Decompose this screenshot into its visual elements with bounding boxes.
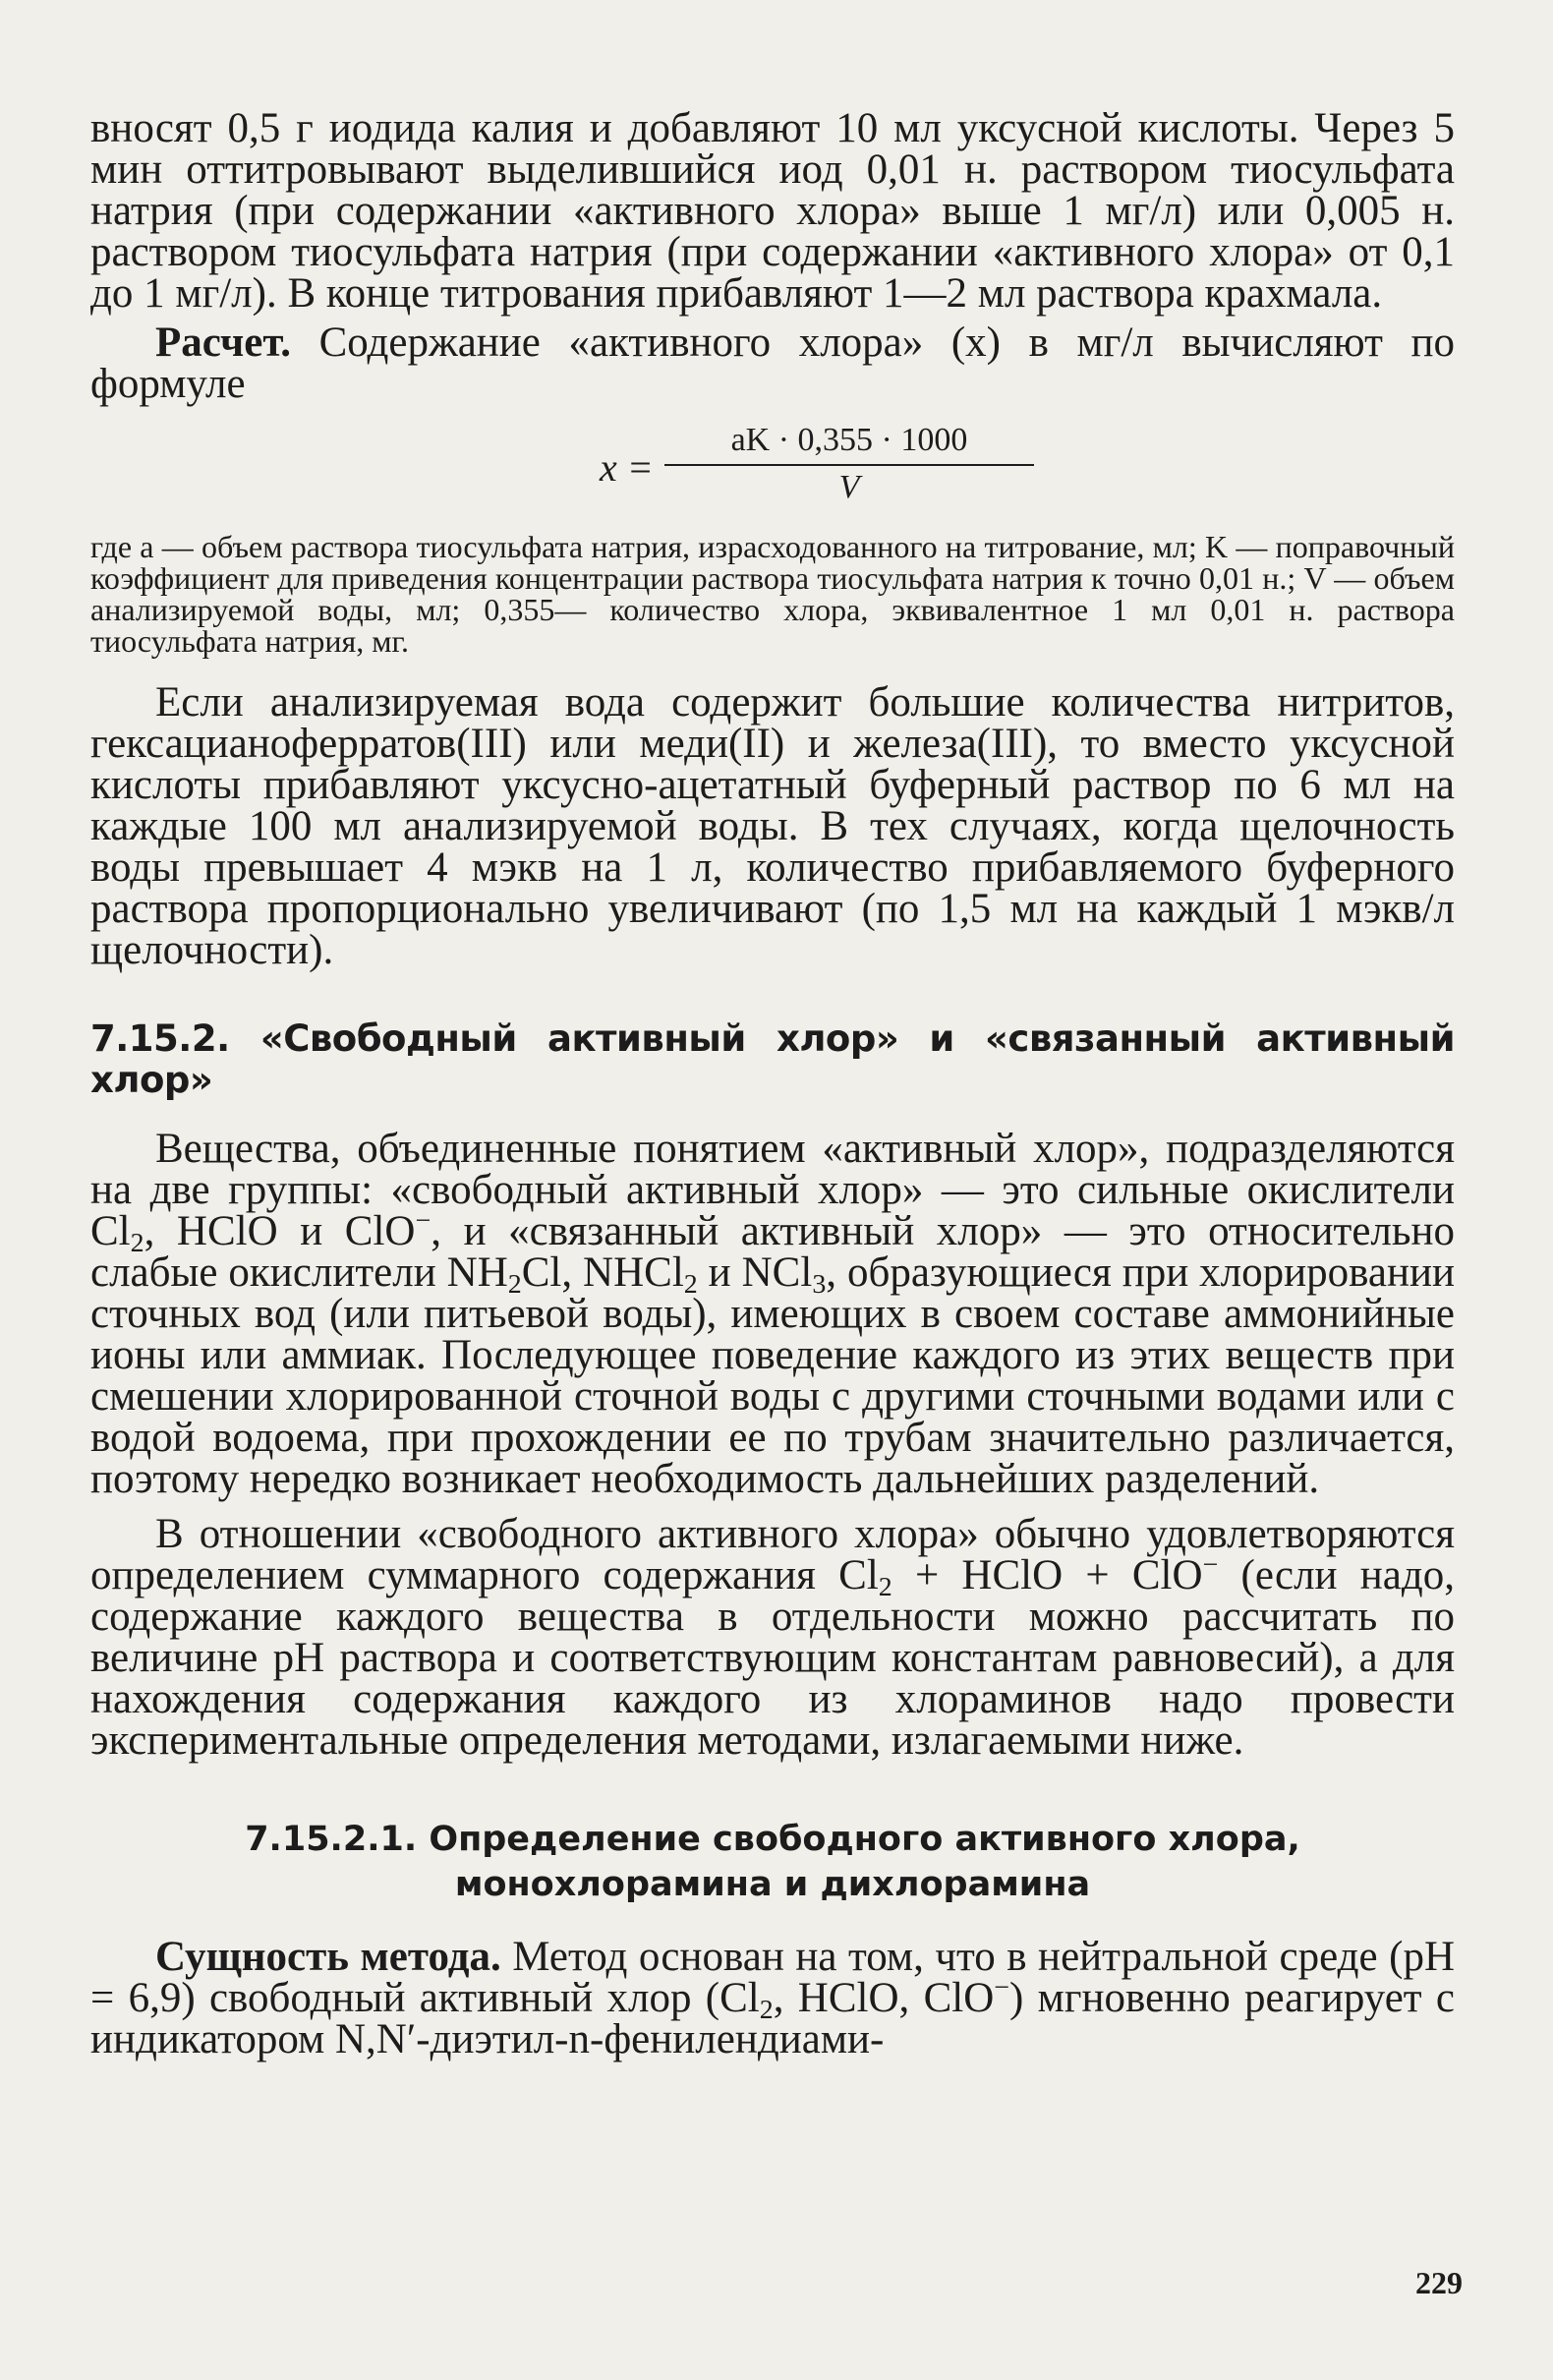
paragraph-buffer: Если анализируемая вода содержит большие количества нитритов, гексацианоферратов(III) или меди(II) и железа(III), то вместо уксусной кислоты прибавляют уксусно-ацетатный буферный раствор по 6 мл на каждые 100 мл анализируемой воды. В тех случаях, когда щелочность воды превышает 4 мэкв на 1 л, количество прибавляемого буферного раствора пропорционально увеличивают (по 1,5 мл на каждый 1 мэкв/л щелочности). <box>90 679 1455 973</box>
subscript: 2 <box>130 1227 144 1258</box>
formula-explanation: где a — объем раствора тиосульфата натрия, израсходованного на титрование, мл; K — поправочный коэффициент для приведения концентрации раствора тиосульфата натрия к точно 0,01 н.; V — объем анализируемой воды, мл; 0,355— количество хлора, эквивалентное 1 мл 0,01 н. раствора тиосульфата натрия, мг. <box>90 529 1455 659</box>
paragraph-substances <box>90 1126 1455 1502</box>
page-number: 229 <box>1415 2265 1463 2300</box>
calc-text: Содержание «активного хлора» (x) в мг/л вычисляют по формуле <box>90 319 1455 407</box>
text-run: , HClO, ClO <box>773 1975 995 2021</box>
subscript: 2 <box>507 1268 522 1300</box>
subscript: 2 <box>683 1268 698 1300</box>
subscript: 2 <box>759 1994 774 2025</box>
calc-label: Расчет. <box>155 319 291 366</box>
method-label: Сущность метода. <box>155 1934 501 1980</box>
fraction-bar <box>664 464 1034 466</box>
page-text <box>90 105 1456 2062</box>
text-run: В отношении «свободного активного хлора» обычно удовлетворяются определением суммарного содержания Cl <box>90 1511 1455 1598</box>
text-run: , образующиеся при хлорировании сточных вод (или питьевой воды), имеющих в своем составе аммонийные ионы или аммиак. Последующее поведение каждого из этих веществ при смешении хлорированной сточной воды с другими сточными водами или с водой водоема, при прохождении ее по трубам значительно различается, поэтому нередко возникает необходимость дальнейших разделений. <box>90 1249 1455 1502</box>
formula-fraction <box>664 419 1034 507</box>
paragraph-method <box>90 1934 1456 2062</box>
superscript: − <box>1202 1549 1219 1581</box>
paragraph-free-chlorine <box>90 1511 1455 1764</box>
text-run: + HClO + ClO <box>892 1552 1203 1598</box>
formula <box>90 419 1455 509</box>
subheading-line2: монохлорамина и дихлорамина <box>454 1865 1091 1904</box>
paragraph-calculation <box>90 319 1455 407</box>
text-run: ) мгновенно реагирует с индикатором N,N′-диэтил-n-фенилендиами- <box>90 1975 1456 2062</box>
subscript: 2 <box>878 1571 892 1602</box>
formula-lhs: x = <box>600 445 654 490</box>
text-run: Вещества, объединенные понятием «активный хлор», подразделяются на две группы: «свободный активный хлор» — это сильные окислители Cl <box>90 1126 1455 1254</box>
text-run: , HClO и ClO <box>144 1208 416 1254</box>
superscript: − <box>994 1972 1010 2003</box>
formula-denominator: V <box>838 469 860 505</box>
text-run: и NCl <box>697 1249 813 1296</box>
superscript: − <box>415 1205 431 1237</box>
text-run: Cl, NHCl <box>521 1249 684 1296</box>
subscript: 3 <box>812 1268 827 1300</box>
text-run: (если надо, содержание каждого вещества в отдельности можно рассчитать по величине pH раствора и соответствующим константам равновесий), а для нахождения содержания каждого из хлораминов надо провести экспериментальные определения методами, излагаемыми ниже. <box>90 1552 1455 1764</box>
subsection-heading-71521 <box>90 1817 1455 1907</box>
subheading-line1: 7.15.2.1. Определение свободного активного хлора, <box>245 1820 1300 1859</box>
formula-numerator: aK · 0,355 · 1000 <box>730 422 968 458</box>
paragraph-titration: вносят 0,5 г иодида калия и добавляют 10 мл уксусной кислоты. Через 5 мин оттитровывают выделившийся иод 0,01 н. раствором тиосульфата натрия (при содержании «активного хлора» выше 1 мг/л) или 0,005 н. раствором тиосульфата натрия (при содержании «активного хлора» от 0,1 до 1 мг/л). В конце титрования прибавляют 1—2 мл раствора крахмала. <box>90 105 1455 317</box>
text-run: , и «связанный активный хлор» — это относительно слабые окислители NH <box>90 1208 1455 1296</box>
text-run: Метод основан на том, что в нейтральной среде (pH = 6,9) свободный активный хлор (Cl <box>90 1934 1456 2021</box>
section-heading-7152: 7.15.2. «Свободный активный хлор» и «связанный активный хлор» <box>90 1017 1455 1101</box>
